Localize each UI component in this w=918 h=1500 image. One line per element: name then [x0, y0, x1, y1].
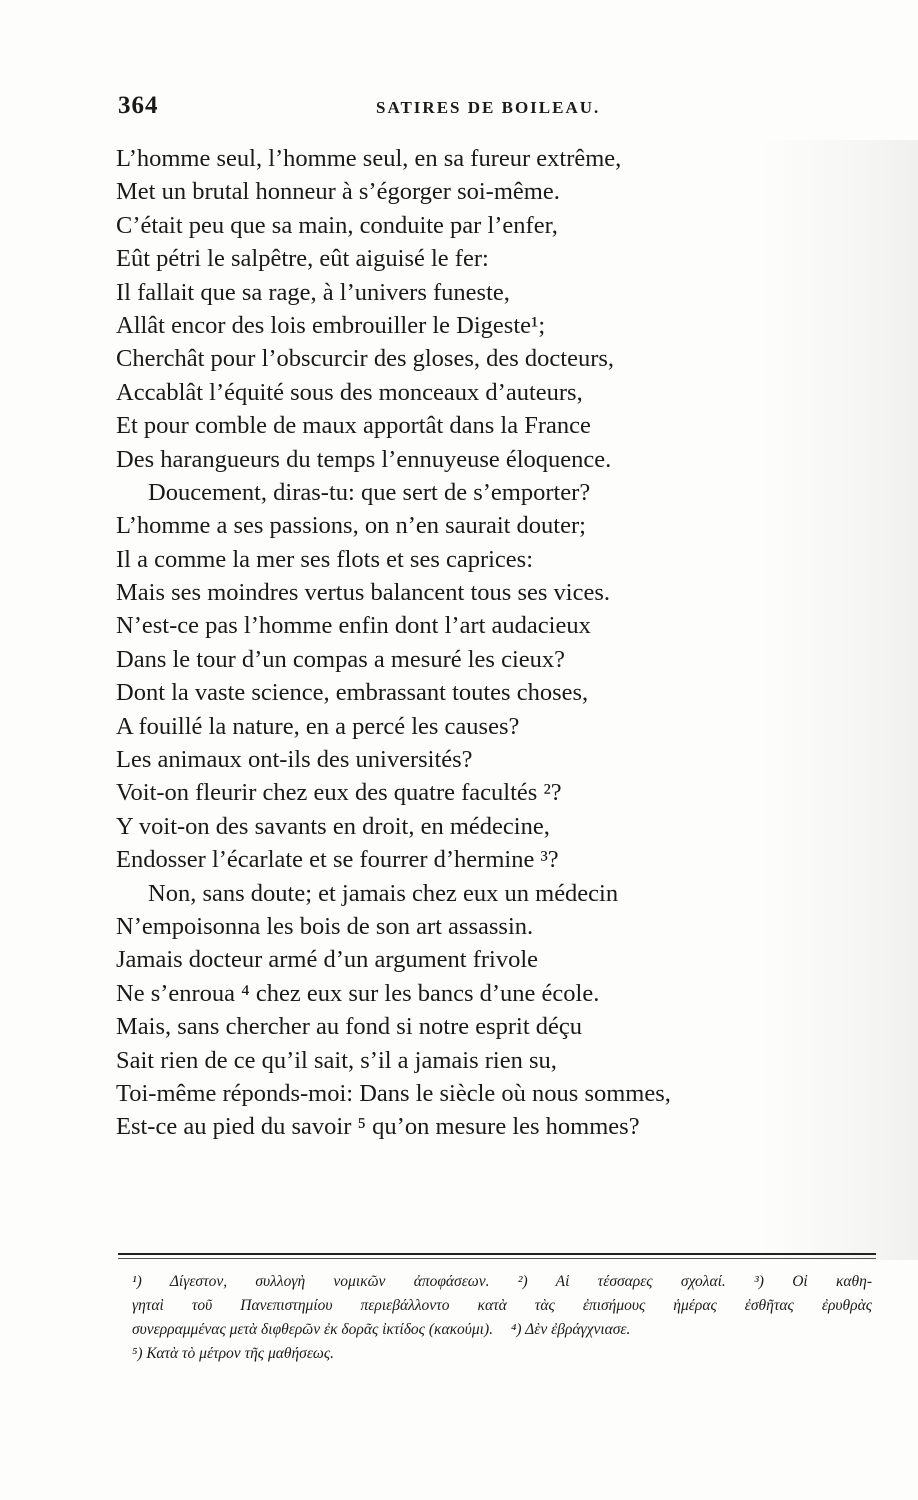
verse-line: Il fallait que sa rage, à l’univers funeste,: [116, 278, 510, 306]
verse-line: Allât encor des lois embrouiller le Digeste¹;: [116, 311, 546, 339]
verse-line: A fouillé la nature, en a percé les causes?: [116, 712, 520, 740]
running-title: SATIRES DE BOILEAU.: [376, 98, 601, 117]
footnote-2: ²) Αἱ τέσσαρες σχολαί.: [517, 1273, 726, 1290]
footnote-3-start: ³) Οἱ καθη-: [754, 1273, 873, 1290]
verse-line: Voit-on fleurir chez eux des quatre facultés ²?: [116, 779, 562, 807]
verse-block: [116, 142, 776, 1144]
show-through-shadow: [758, 140, 918, 1260]
footnote-1: ¹) Δίγεστον, συλλογὴ νομικῶν ἀποφάσεων.: [132, 1273, 490, 1290]
verse-line: N’est-ce pas l’homme enfin dont l’art audacieux: [116, 612, 591, 640]
verse-line: Est-ce au pied du savoir ⁵ qu’on mesure les hommes?: [116, 1113, 640, 1141]
verse-line: N’empoisonna les bois de son art assassin.: [116, 912, 534, 940]
verse-line: Doucement, diras-tu: que sert de s’emporter?: [148, 478, 591, 506]
verse-line: Eût pétri le salpêtre, eût aiguisé le fer:: [116, 245, 489, 273]
footnote-rule: [118, 1253, 876, 1255]
footnote-line: [132, 1270, 872, 1294]
footnote-5: ⁵) Κατὰ τὸ μέτρον τῆς μαθήσεως.: [132, 1345, 335, 1362]
verse-line: Dans le tour d’un compas a mesuré les cieux?: [116, 645, 566, 673]
verse-line: Toi-même réponds-moi: Dans le siècle où nous sommes,: [116, 1079, 671, 1107]
footnote-rule-thin: [118, 1258, 876, 1259]
verse-line: Et pour comble de maux apportât dans la France: [116, 412, 591, 440]
verse-line: Y voit-on des savants en droit, en médecine,: [116, 812, 550, 840]
footnote-4: ⁴) Δὲν ἐβράγχνιασε.: [511, 1321, 631, 1338]
verse-line: Des harangueurs du temps l’ennuyeuse éloquence.: [116, 445, 612, 473]
verse-line: Dont la vaste science, embrassant toutes choses,: [116, 679, 589, 707]
footnote-3-end: συνερραμμένας μετὰ διφθερῶν ἐκ δορᾶς ἰκτίδος (κακούμι).: [132, 1321, 494, 1338]
verse-line: Met un brutal honneur à s’égorger soi-même.: [116, 178, 560, 206]
verse-line: Il a comme la mer ses flots et ses caprices:: [116, 545, 534, 573]
verse-line: Les animaux ont-ils des universités?: [116, 746, 473, 774]
footnote-line: [132, 1318, 872, 1342]
verse-line: L’homme a ses passions, on n’en saurait douter;: [116, 512, 586, 540]
verse-line: Accablât l’équité sous des monceaux d’auteurs,: [116, 378, 583, 406]
footnote-line: γηταὶ τοῦ Πανεπιστημίου περιεβάλλοντο κατὰ τὰς ἐπισήμους ἡμέρας ἐσθῆτας ἐρυθρὰς: [132, 1297, 872, 1314]
verse-line: Ne s’enroua ⁴ chez eux sur les bancs d’une école.: [116, 979, 600, 1007]
verse-line: Sait rien de ce qu’il sait, s’il a jamais rien su,: [116, 1046, 557, 1074]
verse-line: Mais ses moindres vertus balancent tous ses vices.: [116, 579, 610, 607]
page-number: 364: [118, 92, 159, 119]
footnotes: [132, 1270, 872, 1366]
verse-line: Endosser l’écarlate et se fourrer d’hermine ³?: [116, 846, 559, 874]
page-header: [118, 92, 768, 128]
verse-line: C’était peu que sa main, conduite par l’enfer,: [116, 211, 558, 239]
verse-line: Jamais docteur armé d’un argument frivole: [116, 946, 539, 974]
verse-line: L’homme seul, l’homme seul, en sa fureur extrême,: [116, 145, 622, 172]
verse-line: Non, sans doute; et jamais chez eux un médecin: [148, 879, 619, 907]
verse-line: Mais, sans chercher au fond si notre esprit déçu: [116, 1013, 583, 1041]
verse-line: Cherchât pour l’obscurcir des gloses, des docteurs,: [116, 345, 615, 373]
